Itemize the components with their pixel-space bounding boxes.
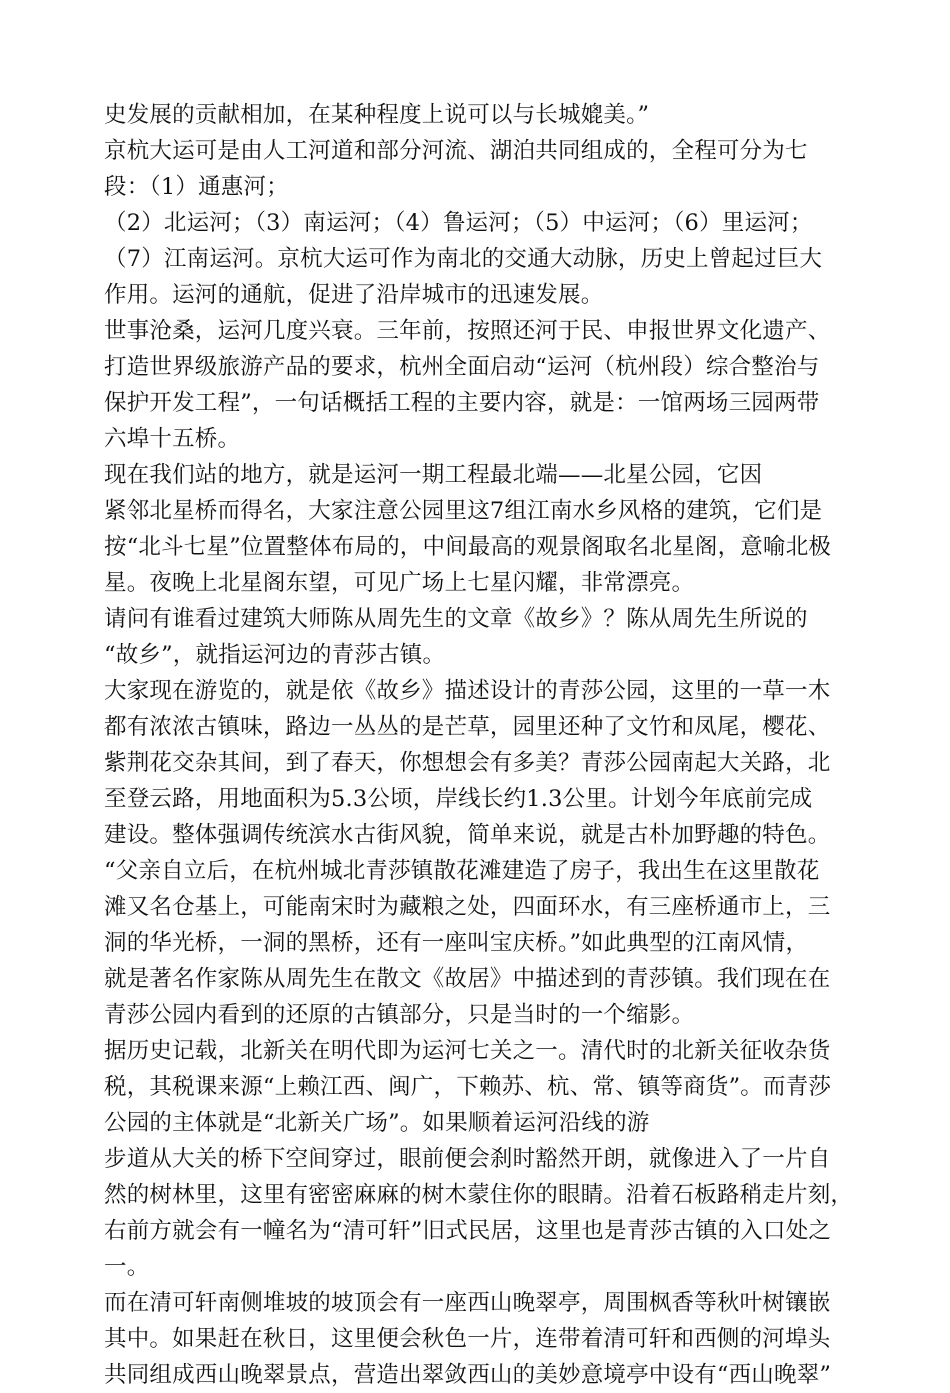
text-line: 作用。运河的通航，促进了沿岸城市的迅速发展。 <box>104 282 604 308</box>
text-line: 而在清可轩南侧堆坡的坡顶会有一座西山晚翠亭，周围枫香等秋叶树镶嵌 <box>104 1290 831 1316</box>
text-line: 建设。整体强调传统滨水古街风貌，简单来说，就是古朴加野趣的特色。 <box>104 822 831 848</box>
text-line: 一。 <box>104 1254 150 1280</box>
text-line: 紫荆花交杂其间，到了春天，你想想会有多美？青莎公园南起大关路，北 <box>104 750 831 776</box>
text-line: 打造世界级旅游产品的要求，杭州全面启动“运河（杭州段）综合整治与 <box>104 354 820 380</box>
text-line: 保护开发工程”，一句话概括工程的主要内容，就是：一馆两场三园两带 <box>104 390 820 416</box>
text-line: 都有浓浓古镇味，路边一丛丛的是芒草，园里还种了文竹和凤尾，樱花、 <box>104 714 831 740</box>
text-line: 就是著名作家陈从周先生在散文《故居》中描述到的青莎镇。我们现在在 <box>104 966 831 992</box>
text-line: 紧邻北星桥而得名，大家注意公园里这7组江南水乡风格的建筑，它们是 <box>104 498 823 524</box>
text-line: 其中。如果赶在秋日，这里便会秋色一片，连带着清可轩和西侧的河埠头 <box>104 1326 831 1352</box>
text-line: 共同组成西山晚翠景点，营造出翠敛西山的美妙意境亭中设有“西山晚翠” <box>104 1362 832 1388</box>
text-line: 公园的主体就是“北新关广场”。如果顺着运河沿线的游 <box>104 1110 650 1136</box>
text-line: 滩又名仓基上，可能南宋时为藏粮之处，四面环水，有三座桥通市上，三 <box>104 894 831 920</box>
text-line: 世事沧桑，运河几度兴衰。三年前，按照还河于民、申报世界文化遗产、 <box>104 318 831 344</box>
text-line: 右前方就会有一幢名为“清可轩”旧式民居，这里也是青莎古镇的入口处之 <box>104 1218 832 1244</box>
text-line: 请问有谁看过建筑大师陈从周先生的文章《故乡》？陈从周先生所说的 <box>104 606 808 632</box>
text-line: 六埠十五桥。 <box>104 426 241 452</box>
text-line: 洞的华光桥，一洞的黑桥，还有一座叫宝庆桥。”如此典型的江南风情， <box>104 930 809 956</box>
text-line: （2）北运河；（3）南运河；（4）鲁运河；（5）中运河；（6）里运河； <box>104 210 813 236</box>
text-line: 税，其税课来源“上赖江西、闽广，下赖苏、杭、常、镇等商货”。而青莎 <box>104 1074 832 1100</box>
document-body <box>104 97 864 1393</box>
text-line: “故乡”，就指运河边的青莎古镇。 <box>104 642 446 668</box>
text-line: 段：（1）通惠河； <box>104 174 289 200</box>
text-line: 史发展的贡献相加，在某种程度上说可以与长城媲美。” <box>104 102 650 128</box>
text-line: 现在我们站的地方，就是运河一期工程最北端——北星公园，它因 <box>104 462 763 488</box>
text-line: 据历史记载，北新关在明代即为运河七关之一。清代时的北新关征收杂货 <box>104 1038 831 1064</box>
text-line: 大家现在游览的，就是依《故乡》描述设计的青莎公园，这里的一草一木 <box>104 678 831 704</box>
text-line: “父亲自立后，在杭州城北青莎镇散花滩建造了房子，我出生在这里散花 <box>104 858 820 884</box>
text-line: 步道从大关的桥下空间穿过，眼前便会刹时豁然开朗，就像进入了一片自 <box>104 1146 831 1172</box>
text-line: 星。夜晚上北星阁东望，可见广场上七星闪耀，非常漂亮。 <box>104 570 695 596</box>
text-line: 至登云路，用地面积为5.3公顷，岸线长约1.3公里。计划今年底前完成 <box>104 786 813 812</box>
text-line: 按“北斗七星”位置整体布局的，中间最高的观景阁取名北星阁，意喻北极 <box>104 534 832 560</box>
text-line: 京杭大运可是由人工河道和部分河流、湖泊共同组成的，全程可分为七 <box>104 138 808 164</box>
text-line: 然的树林里，这里有密密麻麻的树木蒙住你的眼睛。沿着石板路稍走片刻， <box>104 1182 854 1208</box>
text-line: （7）江南运河。京杭大运可作为南北的交通大动脉，历史上曾起过巨大 <box>104 246 823 272</box>
text-line: 青莎公园内看到的还原的古镇部分，只是当时的一个缩影。 <box>104 1002 695 1028</box>
